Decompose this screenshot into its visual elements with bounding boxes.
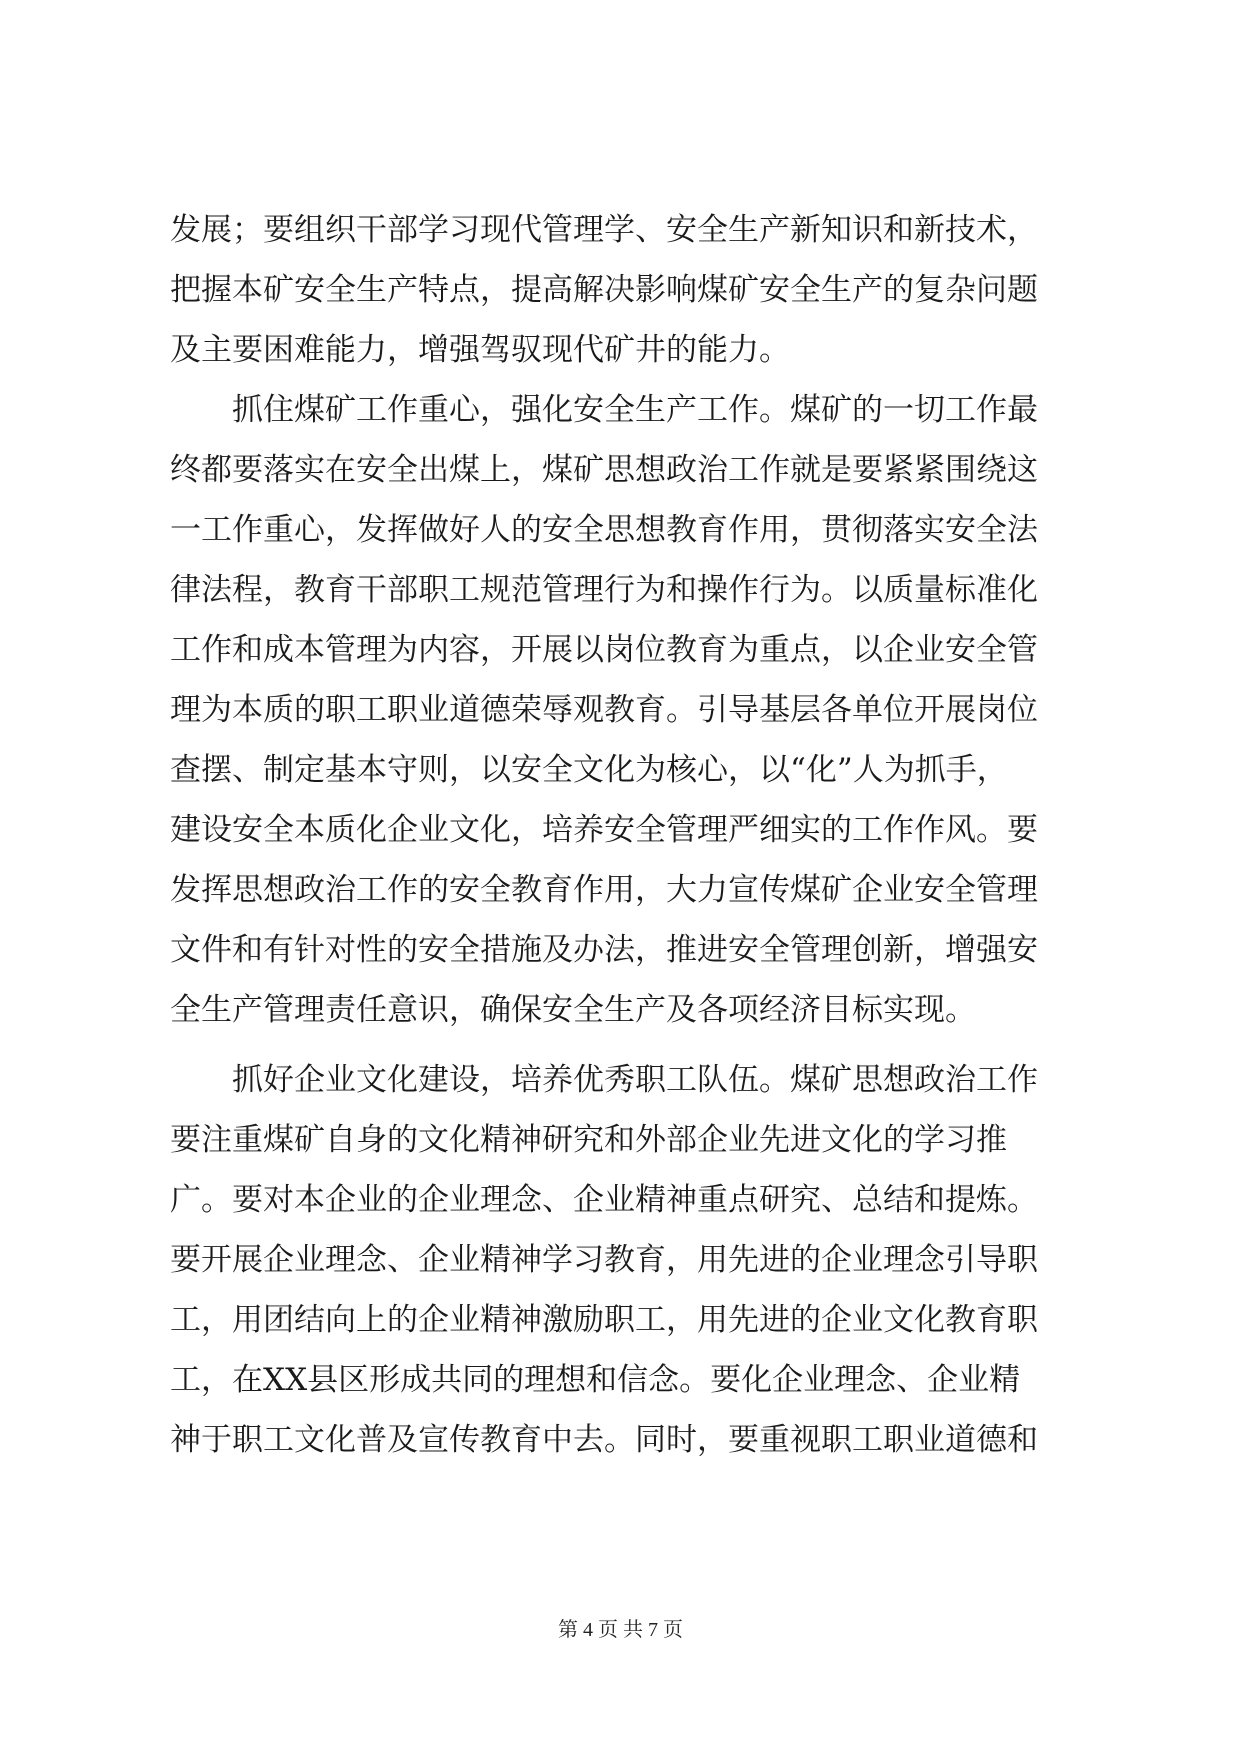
page-number-footer: 第 4 页 共 7 页 xyxy=(558,1619,683,1641)
paragraph-2-line-11: 全生产管理责任意识，确保安全生产及各项经济目标实现。 xyxy=(170,992,976,1028)
paragraph-3-line-2: 要注重煤矿自身的文化精神研究和外部企业先进文化的学习推 xyxy=(170,1122,1007,1158)
paragraph-2-line-7: 查摆、制定基本守则，以安全文化为核心，以“化”人为抓手， xyxy=(170,752,1008,788)
paragraph-3-line-3: 广。要对本企业的企业理念、企业精神重点研究、总结和提炼。 xyxy=(170,1182,1038,1218)
paragraph-2-line-4: 律法程，教育干部职工规范管理行为和操作行为。以质量标准化 xyxy=(170,572,1038,608)
paragraph-1-line-2: 把握本矿安全生产特点，提高解决影响煤矿安全生产的复杂问题 xyxy=(170,272,1038,308)
paragraph-2-line-5: 工作和成本管理为内容，开展以岗位教育为重点，以企业安全管 xyxy=(170,632,1038,668)
paragraph-2-line-9: 发挥思想政治工作的安全教育作用，大力宣传煤矿企业安全管理 xyxy=(170,872,1038,908)
paragraph-2-line-10: 文件和有针对性的安全措施及办法，推进安全管理创新，增强安 xyxy=(170,932,1038,968)
paragraph-2-line-6: 理为本质的职工职业道德荣辱观教育。引导基层各单位开展岗位 xyxy=(170,692,1038,728)
paragraph-3-line-1: 抓好企业文化建设，培养优秀职工队伍。煤矿思想政治工作 xyxy=(232,1062,1038,1098)
paragraph-3-line-5: 工，用团结向上的企业精神激励职工，用先进的企业文化教育职 xyxy=(170,1302,1038,1338)
paragraph-2-line-8: 建设安全本质化企业文化，培养安全管理严细实的工作作风。要 xyxy=(170,812,1038,848)
paragraph-2-line-1: 抓住煤矿工作重心，强化安全生产工作。煤矿的一切工作最 xyxy=(232,392,1038,428)
paragraph-1-line-1: 发展；要组织干部学习现代管理学、安全生产新知识和新技术， xyxy=(170,212,1038,248)
paragraph-2-line-3: 一工作重心，发挥做好人的安全思想教育作用，贯彻落实安全法 xyxy=(170,512,1038,548)
paragraph-2-line-2: 终都要落实在安全出煤上，煤矿思想政治工作就是要紧紧围绕这 xyxy=(170,452,1038,488)
paragraph-3-line-4: 要开展企业理念、企业精神学习教育，用先进的企业理念引导职 xyxy=(170,1242,1038,1278)
paragraph-3-line-6: 工，在XX县区形成共同的理想和信念。要化企业理念、企业精 xyxy=(170,1362,1021,1398)
paragraph-3-line-7: 神于职工文化普及宣传教育中去。同时，要重视职工职业道德和 xyxy=(170,1422,1038,1458)
paragraph-1-line-3: 及主要困难能力，增强驾驭现代矿井的能力。 xyxy=(170,332,790,368)
